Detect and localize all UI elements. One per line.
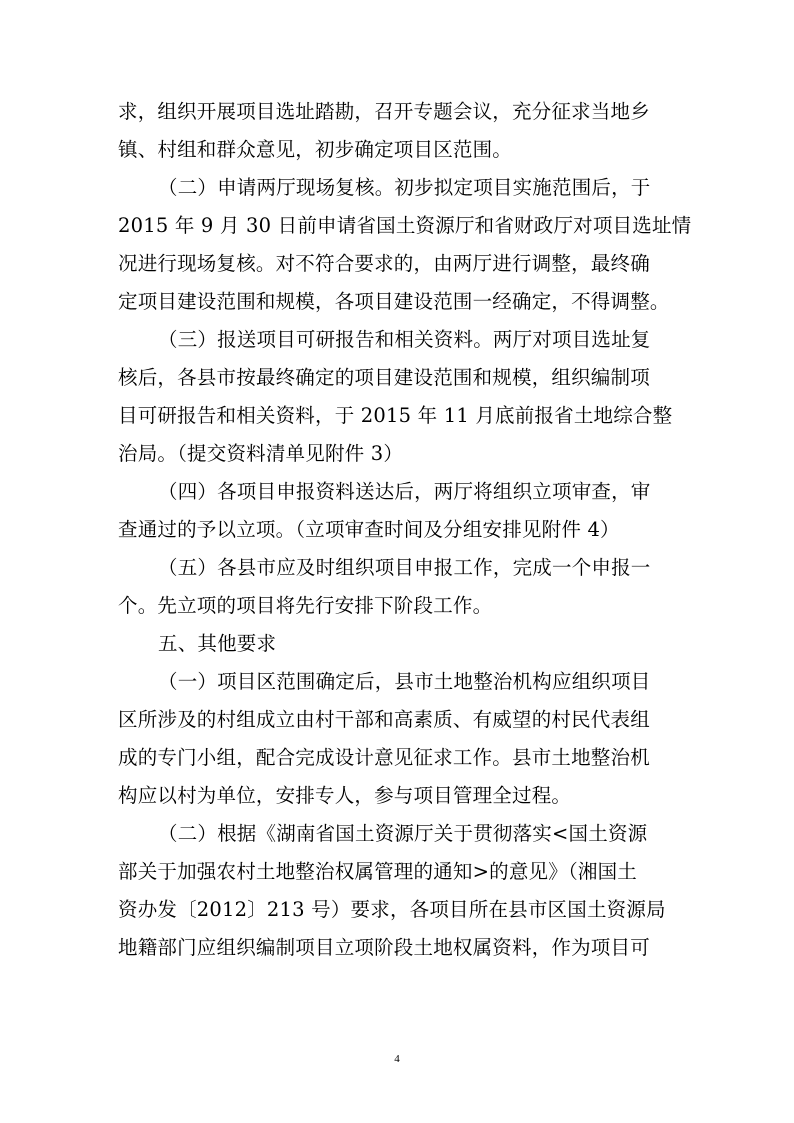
text-line: 地籍部门应组织编制项目立项阶段土地权属资料，作为项目可	[118, 936, 650, 959]
text-line: 定项目建设范围和规模，各项目建设范围一经确定，不得调整。	[118, 290, 670, 313]
section-heading: 五、其他要求	[158, 632, 277, 655]
text-line: 镇、村组和群众意见，初步确定项目区范围。	[118, 138, 513, 161]
text-line: 核后，各县市按最终确定的项目建设范围和规模，组织编制项	[118, 366, 650, 389]
text-line: （二）根据《湖南省国土资源厅关于贯彻落实<国土资源	[158, 822, 648, 845]
text-line: 个。先立项的项目将先行安排下阶段工作。	[118, 594, 493, 617]
text-line: 区所涉及的村组成立由村干部和高素质、有威望的村民代表组	[118, 708, 650, 731]
page-number: 4	[394, 1053, 400, 1065]
text-line: 资办发〔2012〕213 号）要求，各项目所在县市区国土资源局	[118, 898, 666, 921]
text-line: （三）报送项目可研报告和相关资料。两厅对项目选址复	[158, 328, 651, 351]
text-line: 求，组织开展项目选址踏勘，召开专题会议，充分征求当地乡	[118, 100, 650, 123]
text-line: 构应以村为单位，安排专人，参与项目管理全过程。	[118, 784, 572, 807]
text-line: （四）各项目申报资料送达后，两厅将组织立项审查，审	[158, 480, 651, 503]
body-text	[118, 93, 692, 967]
text-line: （五）各县市应及时组织项目申报工作，完成一个申报一	[158, 556, 651, 579]
text-line: 查通过的予以立项。（立项审查时间及分组安排见附件 4）	[118, 518, 620, 541]
text-line: 况进行现场复核。对不符合要求的，由两厅进行调整，最终确	[118, 252, 650, 275]
text-line: （一）项目区范围确定后，县市土地整治机构应组织项目	[158, 670, 651, 693]
text-line: 目可研报告和相关资料，于 2015 年 11 月底前报省土地综合整	[118, 404, 673, 427]
text-line: 治局。（提交资料清单见附件 3）	[118, 442, 404, 465]
text-line: 部关于加强农村土地整治权属管理的通知>的意见》（湘国土	[118, 860, 637, 883]
text-line: （二）申请两厅现场复核。初步拟定项目实施范围后，于	[158, 176, 651, 199]
text-line: 成的专门小组，配合完成设计意见征求工作。县市土地整治机	[118, 746, 650, 769]
text-line: 2015 年 9 月 30 日前申请省国土资源厅和省财政厅对项目选址情	[118, 214, 692, 237]
